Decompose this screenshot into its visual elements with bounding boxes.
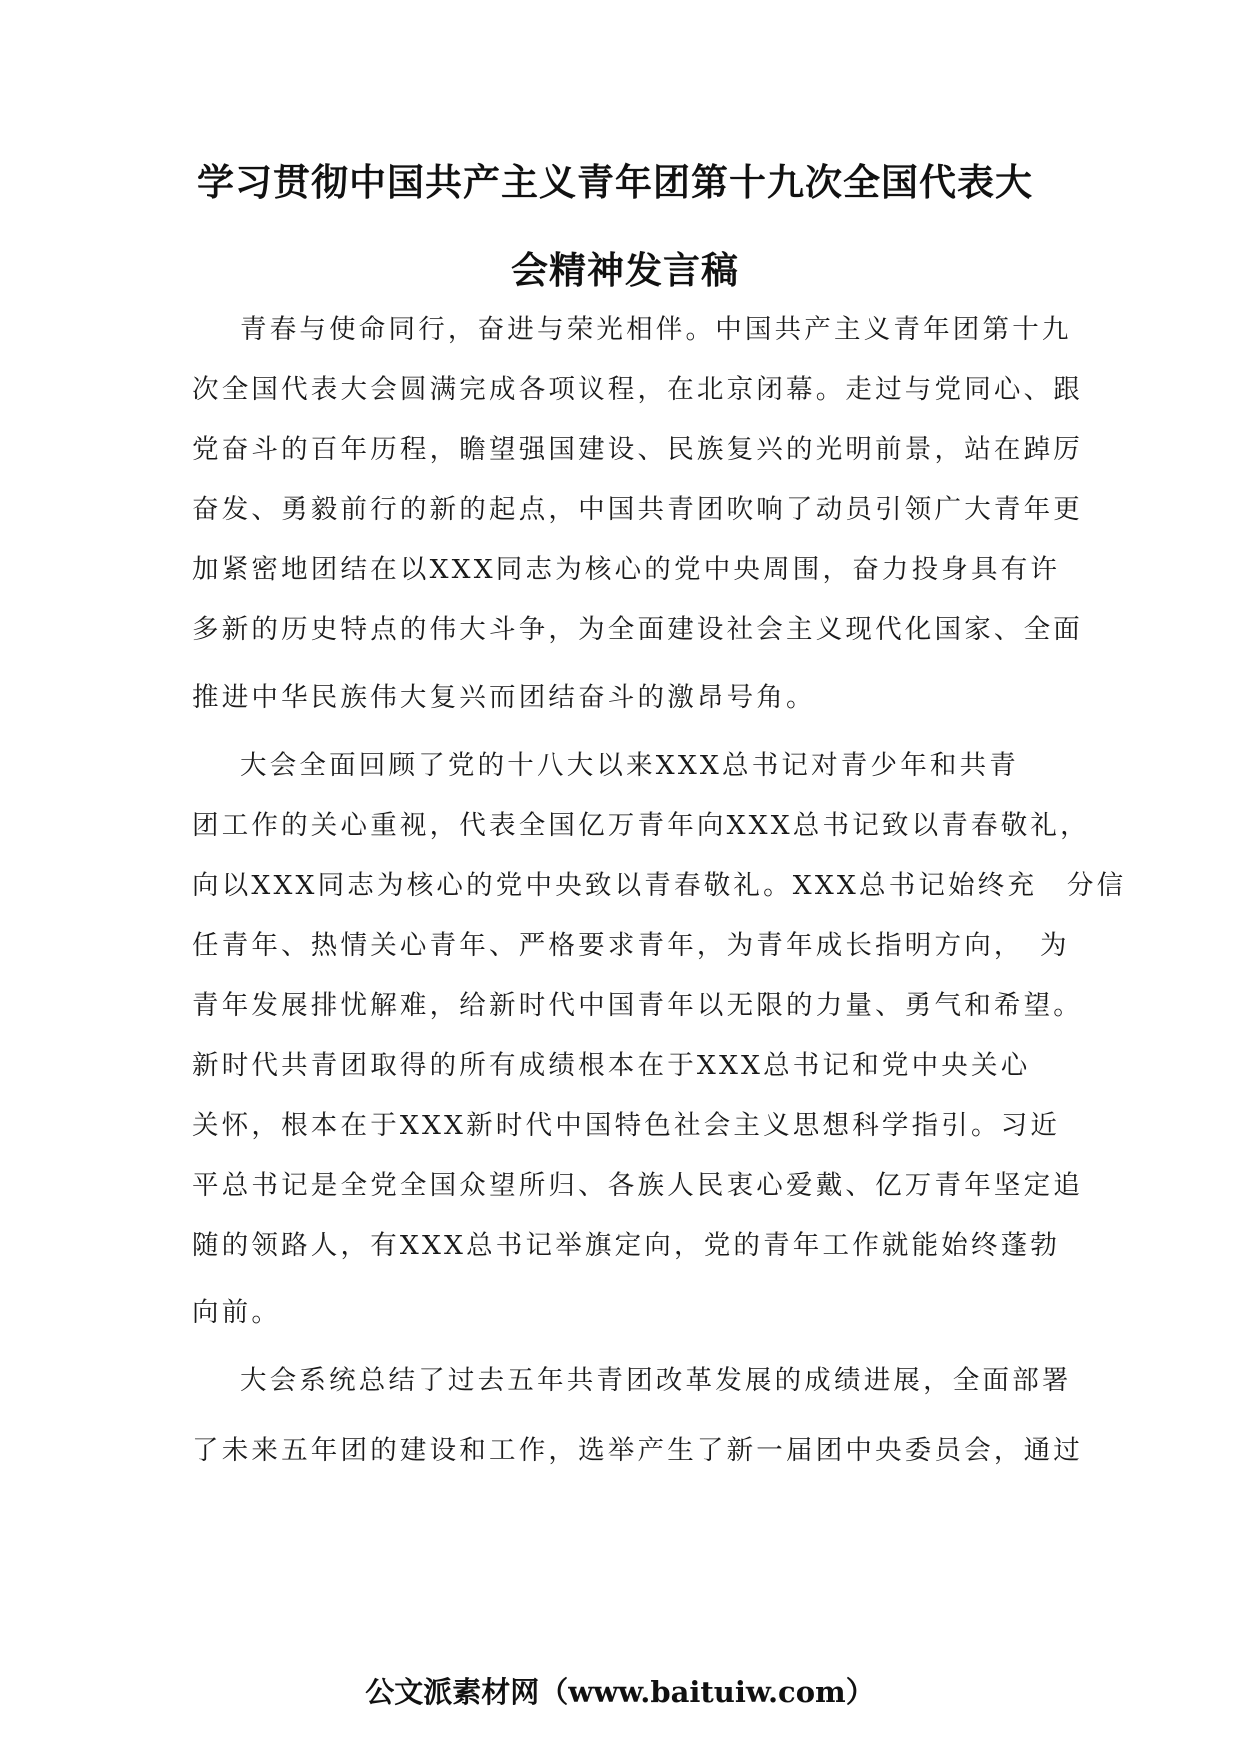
body-line: 党奋斗的百年历程，瞻望强国建设、民族复兴的光明前景，站在踔厉: [192, 434, 1083, 465]
body-line: 随的领路人，有XXX总书记举旗定向，党的青年工作就能始终蓬勃: [192, 1230, 1061, 1261]
page-footer-watermark: 公文派素材网（www.baituiw.com）: [365, 1675, 875, 1709]
body-line: 大会系统总结了过去五年共青团改革发展的成绩进展，全面部署: [240, 1365, 1072, 1396]
body-line: 大会全面回顾了党的十八大以来XXX总书记对青少年和共青: [240, 750, 1019, 781]
body-line: 奋发、勇毅前行的新的起点，中国共青团吹响了动员引领广大青年更: [192, 494, 1083, 525]
body-line: 推进中华民族伟大复兴而团结奋斗的激昂号角。: [192, 682, 816, 713]
body-line: 青年发展排忧解难，给新时代中国青年以无限的力量、勇气和希望。: [192, 990, 1083, 1021]
body-line: 向以XXX同志为核心的党中央致以青春敬礼。XXX总书记始终充 分信: [192, 870, 1127, 901]
body-line: 向前。: [192, 1297, 282, 1328]
body-line: 关怀，根本在于XXX新时代中国特色社会主义思想科学指引。习近: [192, 1110, 1061, 1141]
body-line: 新时代共青团取得的所有成绩根本在于XXX总书记和党中央关心: [192, 1050, 1031, 1081]
body-line: 多新的历史特点的伟大斗争，为全面建设社会主义现代化国家、全面: [192, 614, 1083, 645]
document-title-line-1: 学习贯彻中国共产主义青年团第十九次全国代表大: [197, 160, 1033, 204]
body-line: 次全国代表大会圆满完成各项议程，在北京闭幕。走过与党同心、跟: [192, 374, 1083, 405]
body-line: 平总书记是全党全国众望所归、各族人民衷心爱戴、亿万青年坚定追: [192, 1170, 1083, 1201]
body-line: 了未来五年团的建设和工作，选举产生了新一届团中央委员会，通过: [192, 1435, 1083, 1466]
body-line: 青春与使命同行，奋进与荣光相伴。中国共产主义青年团第十九: [240, 314, 1072, 345]
body-line: 团工作的关心重视，代表全国亿万青年向XXX总书记致以青春敬礼，: [192, 810, 1090, 841]
document-title-line-2: 会精神发言稿: [511, 248, 739, 292]
body-line: 任青年、热情关心青年、严格要求青年，为青年成长指明方向， 为: [192, 930, 1070, 961]
body-line: 加紧密地团结在以XXX同志为核心的党中央周围，奋力投身具有许: [192, 554, 1061, 585]
